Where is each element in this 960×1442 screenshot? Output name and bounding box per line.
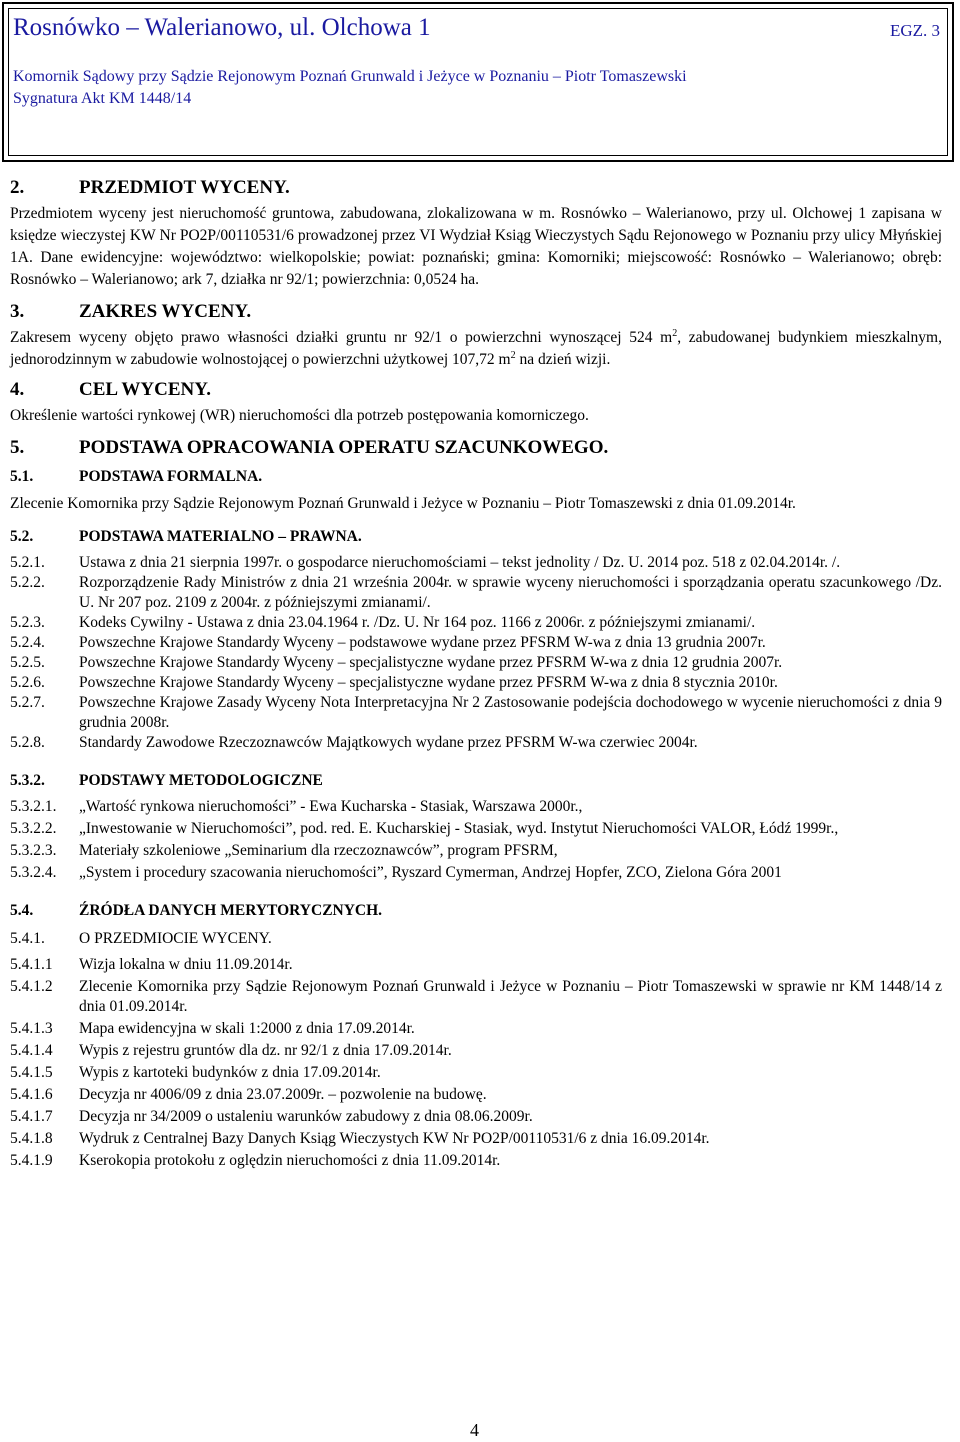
list-item <box>10 673 942 693</box>
list-item-number: 5.4.1.1 <box>10 956 53 973</box>
section-5-1-paragraph: Zlecenie Komornika przy Sądzie Rejonowym Poznań Grunwald i Jeżyce w Poznaniu – Piotr Tomaszewski z dnia 01.09.2014r. <box>10 495 796 512</box>
list-item <box>10 819 942 839</box>
list-item-number: 5.3.2.2. <box>10 820 57 837</box>
section-heading-4: 4. CEL WYCENY. <box>10 379 211 400</box>
list-item <box>10 573 942 613</box>
list-item-number: 5.2.6. <box>10 674 45 691</box>
section-heading-5: 5. PODSTAWA OPRACOWANIA OPERATU SZACUNKOWEGO. <box>10 437 609 458</box>
list-item-number: 5.4.1.3 <box>10 1020 53 1037</box>
list-item-number: 5.3.2.1. <box>10 798 57 815</box>
list-item-text: Wypis z rejestru gruntów dla dz. nr 92/1 z dnia 17.09.2014r. <box>79 1042 452 1059</box>
list-item-text: Decyzja nr 34/2009 o ustaleniu warunków zabudowy z dnia 08.06.2009r. <box>79 1108 533 1125</box>
list-item-number: 5.2.5. <box>10 654 45 671</box>
list-item <box>10 1151 942 1171</box>
list-item <box>10 955 942 975</box>
list-item-number: 5.4.1.8 <box>10 1130 53 1147</box>
list-item-number: 5.2.1. <box>10 554 45 571</box>
list-item <box>10 977 942 1017</box>
list-item-text: Standardy Zawodowe Rzeczoznawców Majątkowych wydane przez PFSRM W-wa czerwiec 2004r. <box>79 734 698 751</box>
list-item-number: 5.4.1.7 <box>10 1108 53 1125</box>
list-item-text: Powszechne Krajowe Zasady Wyceny Nota Interpretacyjna Nr 2 Zastosowanie podejścia dochodowego w wycenie nieruchomości z dnia 9 grudnia 2008r. <box>79 694 942 731</box>
header-bailiff: Komornik Sądowy przy Sądzie Rejonowym Poznań Grunwald i Jeżyce w Poznaniu – Piotr Tomaszewski <box>13 68 687 85</box>
list-item-text: Zlecenie Komornika przy Sądzie Rejonowym Poznań Grunwald i Jeżyce w Poznaniu – Piotr Tomaszewski w sprawie nr KM 1448/14 z dnia 01.09.2014r. <box>79 978 942 1015</box>
list-item-text: „System i procedury szacowania nieruchomości”, Ryszard Cymerman, Andrzej Hopfer, ZCO, Zielona Góra 2001 <box>79 864 782 881</box>
section-heading-2: 2. PRZEDMIOT WYCENY. <box>10 177 290 198</box>
list-item-number: 5.2.7. <box>10 694 45 711</box>
list-item-number: 5.3.2.3. <box>10 842 57 859</box>
sources-list <box>10 955 942 1171</box>
list-item-text: Powszechne Krajowe Standardy Wyceny – specjalistyczne wydane przez PFSRM W-wa z dnia 8 stycznia 2010r. <box>79 674 778 691</box>
section-4-paragraph: Określenie wartości rynkowej (WR) nieruchomości dla potrzeb postępowania komorniczego. <box>10 407 589 424</box>
list-item-text: Wypis z kartoteki budynków z dnia 17.09.2014r. <box>79 1064 381 1081</box>
section-heading-5-1: 5.1. PODSTAWA FORMALNA. <box>10 468 263 485</box>
list-item-text: Decyzja nr 4006/09 z dnia 23.07.2009r. – pozwolenie na budowę. <box>79 1086 487 1103</box>
document-header <box>2 2 954 162</box>
list-item-number: 5.4.1.5 <box>10 1064 53 1081</box>
list-item <box>10 1129 942 1149</box>
list-item-text: Kserokopia protokołu z oględzin nieruchomości z dnia 11.09.2014r. <box>79 1152 501 1169</box>
section-heading-5-4-1: 5.4.1. O PRZEDMIOCIE WYCENY. <box>10 930 272 947</box>
list-item <box>10 613 942 633</box>
list-item <box>10 653 942 673</box>
list-item-number: 5.2.3. <box>10 614 45 631</box>
list-item-text: Powszechne Krajowe Standardy Wyceny – specjalistyczne wydane przez PFSRM W-wa z dnia 12 grudnia 2007r. <box>79 654 783 671</box>
list-item <box>10 863 942 883</box>
list-item <box>10 797 942 817</box>
section-heading-5-3-2: 5.3.2. PODSTAWY METODOLOGICZNE <box>10 772 323 789</box>
list-item-text: Materiały szkoleniowe „Seminarium dla rzeczoznawców”, program PFSRM, <box>79 842 558 859</box>
list-item-text: Powszechne Krajowe Standardy Wyceny – podstawowe wydane przez PFSRM W-wa z dnia 13 grudnia 2007r. <box>79 634 766 651</box>
list-item <box>10 1063 942 1083</box>
list-item-number: 5.2.4. <box>10 634 45 651</box>
section-3-paragraph: Zakresem wyceny objęto prawo własności działki gruntu nr 92/1 o powierzchni wynoszącej 524 $m^2$, zabudowanej budynkiem mieszkalnym, jednorodzinnym w zabudowie wolnostojącej o powierzchni użytkowej 107,72 $m^2$ na dzień wizji. <box>10 327 942 368</box>
list-item-text: Wydruk z Centralnej Bazy Danych Ksiąg Wieczystych KW Nr PO2P/00110531/6 z dnia 16.09.2014r. <box>79 1130 710 1147</box>
list-item-number: 5.4.1.2 <box>10 978 53 995</box>
copy-number: EGZ. 3 <box>889 21 940 40</box>
section-2-paragraph: Przedmiotem wyceny jest nieruchomość gruntowa, zabudowana, zlokalizowana w m. Rosnówko – Walerianowo, przy ul. Olchowej 1 zapisana w księdze wieczystej KW Nr PO2P/00110531/6 prowadzonej przez VI Wydział Ksiąg Wieczystych Sądu Rejonowego w Poznaniu przy ulicy Młyńskiej 1A. Dane ewidencyjne: województwo: wielkopolskie; powiat: poznański; gmina: Komorniki; miejscowość: Rosnówko – Walerianowo; obręb: Rosnówko – Walerianowo; ark 7, działka nr 92/1; powierzchnia: 0,0524 ha. <box>10 205 942 288</box>
section-heading-5-2: 5.2. PODSTAWA MATERIALNO – PRAWNA. <box>10 528 362 545</box>
header-title: Rosnówko – Walerianowo, ul. Olchowa 1 <box>13 14 431 41</box>
list-item-text: Kodeks Cywilny - Ustawa z dnia 23.04.1964 r. /Dz. U. Nr 164 poz. 1166 z 2006r. z późniejszymi zmianami/. <box>79 614 756 631</box>
list-item-number: 5.3.2.4. <box>10 864 57 881</box>
header-case-number: Sygnatura Akt KM 1448/14 <box>13 90 192 107</box>
document-body <box>10 170 942 1173</box>
list-item-text: Mapa ewidencyjna w skali 1:2000 z dnia 17.09.2014r. <box>79 1020 415 1037</box>
list-item <box>10 553 942 573</box>
list-item <box>10 1019 942 1039</box>
list-item-number: 5.2.2. <box>10 574 45 591</box>
list-item-number: 5.4.1.6 <box>10 1086 53 1103</box>
list-item-text: „Wartość rynkowa nieruchomości” - Ewa Kucharska - Stasiak, Warszawa 2000r., <box>79 798 583 815</box>
list-item <box>10 693 942 733</box>
list-item-number: 5.4.1.4 <box>10 1042 53 1059</box>
section-heading-3: 3. ZAKRES WYCENY. <box>10 301 252 322</box>
list-item <box>10 1041 942 1061</box>
methodology-list <box>10 797 942 883</box>
list-item-number: 5.2.8. <box>10 734 45 751</box>
list-item <box>10 1107 942 1127</box>
legal-basis-list <box>10 553 942 753</box>
page-number: 4 <box>470 1420 479 1440</box>
list-item-number: 5.4.1.9 <box>10 1152 53 1169</box>
list-item <box>10 841 942 861</box>
list-item <box>10 633 942 653</box>
list-item-text: Wizja lokalna w dniu 11.09.2014r. <box>79 956 293 973</box>
list-item-text: Ustawa z dnia 21 sierpnia 1997r. o gospodarce nieruchomościami – tekst jednolity / Dz. U. 2014 poz. 518 z 02.04.2014r. /. <box>79 554 841 571</box>
section-heading-5-4: 5.4. ŹRÓDŁA DANYCH MERYTORYCZNYCH. <box>10 902 383 919</box>
list-item-text: „Inwestowanie w Nieruchomości”, pod. red. E. Kucharskiej - Stasiak, wyd. Instytut Nieruchomości VALOR, Łódź 1999r., <box>79 820 839 837</box>
list-item <box>10 1085 942 1105</box>
list-item-text: Rozporządzenie Rady Ministrów z dnia 21 września 2004r. w sprawie wyceny nieruchomości i sporządzania operatu szacunkowego /Dz. U. Nr 207 poz. 2109 z 2004r. z późniejszymi zmianami/. <box>79 574 942 611</box>
list-item <box>10 733 942 753</box>
